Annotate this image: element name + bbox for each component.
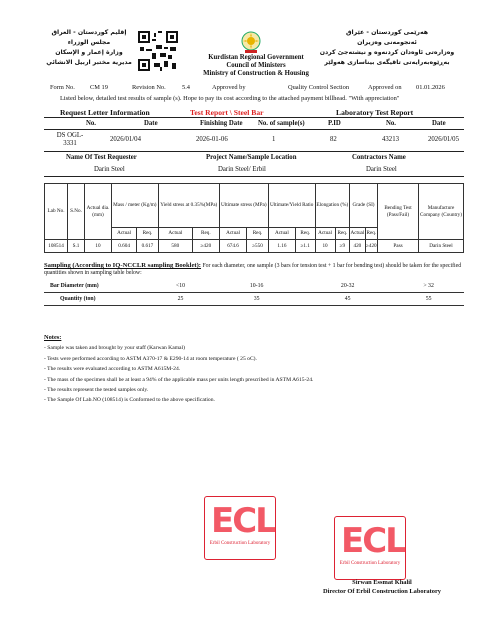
approved-by-label: Approved by <box>212 84 246 91</box>
kurdish-line: ئەنجومەنی وەزیران <box>357 39 417 46</box>
th-lab-no: Lab No. <box>45 184 68 240</box>
gov-line: Council of Ministers <box>226 62 286 69</box>
cell-ult-actual: 674.6 <box>219 240 246 253</box>
finishing-date: 2026-01-06 <box>196 136 228 143</box>
cell-sno: S.1 <box>68 240 85 253</box>
th-actual-dia: Actual dia.(mm) <box>85 184 112 240</box>
arabic-header <box>34 28 144 68</box>
request-no: DS OGL-3331 <box>56 132 84 147</box>
th-mass: Mass / meter (Kg/m) <box>112 184 159 228</box>
report-subtitle: Test Report \ Steel Bar <box>190 108 264 117</box>
cell-ult-req: ≥550 <box>247 240 269 253</box>
arabic-line: مجلس الوزراء <box>67 39 111 46</box>
sub-actual: Actual <box>350 228 366 240</box>
sub-actual: Actual <box>315 228 335 240</box>
divider <box>44 117 464 118</box>
requester-value: Darin Steel <box>94 166 125 173</box>
pid-value: 82 <box>330 136 337 143</box>
revision-label: Revision No. <box>132 84 166 91</box>
kurdish-header <box>312 28 462 68</box>
stamp-text: Erbil Construction Laboratory <box>209 541 271 546</box>
cell-grade-actual: 420 <box>350 240 366 253</box>
sample-count: 1 <box>272 136 276 143</box>
form-no-value: CM 19 <box>90 84 108 91</box>
sub-actual: Actual <box>112 228 137 240</box>
sampling-section <box>44 262 464 277</box>
col-pid: P.ID <box>328 120 341 127</box>
cell-mass-req: 0.617 <box>137 240 159 253</box>
cell-grade-req: ≥420 <box>365 240 377 253</box>
th-ultimate: Ultimate stress (MPa) <box>219 184 268 228</box>
sub-actual: Actual <box>268 228 295 240</box>
request-title: Request Letter Information <box>60 108 150 117</box>
cell-bending: Pass <box>378 240 419 253</box>
quantity-cell: 35 <box>211 293 302 306</box>
ecl-logo: ECL <box>211 501 275 541</box>
col-no: No. <box>86 120 97 127</box>
kurdish-line: هەرێمی کوردستان - عێراق <box>345 29 429 36</box>
th-bending: Bending Test (Pass/Fail) <box>378 184 419 240</box>
sub-req: Req. <box>192 228 219 240</box>
note-item: - The Sample Of Lab.NO (108514) is Conformed to the above specification. <box>44 397 215 404</box>
gov-line: Kurdistan Regional Government <box>208 54 304 61</box>
letterhead <box>0 28 480 83</box>
qr-code-icon <box>138 31 178 71</box>
note-item: - Tests were performed according to ASTM A370-17 & E290-14 at room temperature ( 25 oC). <box>44 355 257 362</box>
sampling-title: Sampling (According to IQ-NCCLR sampling Booklet): <box>44 262 201 269</box>
stamp-text: Erbil Construction Laboratory <box>339 561 401 566</box>
cell-yield-actual: 580 <box>158 240 192 253</box>
th-ratio: Ultimate/Yield Ratio <box>268 184 315 228</box>
quantity-cell: 45 <box>302 293 393 306</box>
diameter-cell: > 32 <box>393 280 464 293</box>
sub-req: Req. <box>137 228 159 240</box>
cell-elong-actual: 10 <box>315 240 335 253</box>
col-samples: No. of sample(s) <box>258 120 305 127</box>
cell-manufacturer: Darin Steel <box>419 240 464 253</box>
quantity-cell: 55 <box>393 293 464 306</box>
notes-title: Notes: <box>44 334 62 341</box>
lab-no-value: 43213 <box>382 136 399 143</box>
project-value: Darin Steel/ Erbil <box>218 166 266 173</box>
contractor-value: Darin Steel <box>366 166 397 173</box>
diameter-cell: 10-16 <box>211 280 302 293</box>
notes-section <box>44 333 464 406</box>
sampling-table <box>44 280 464 306</box>
note-item: - The results were evaluated according to ASTM A615M-24. <box>44 366 181 373</box>
cell-yield-req: ≥420 <box>192 240 219 253</box>
th-sno: S.No. <box>68 184 85 240</box>
krg-emblem-icon <box>238 30 264 54</box>
kurdish-line: وەزارەتی ئاوەدان کردنەوە و نیشتەجێ کردن <box>319 49 455 56</box>
arabic-line: مديرية مختبر اربيل الانشائي <box>46 59 132 66</box>
arabic-line: إقليم كوردستان - العراق <box>51 29 127 36</box>
signatory-name: Sirwan Essmat Khalil <box>352 579 412 586</box>
cell-ratio-req: ≥1.1 <box>295 240 315 253</box>
sub-req: Req. <box>365 228 377 240</box>
divider <box>44 176 464 177</box>
col-date2: Date <box>432 120 446 127</box>
col-project: Project Name/Sample Location <box>206 154 297 161</box>
th-grade: Grade (SI) <box>350 184 378 228</box>
th-manufacturer: Manufacture Company (Country) <box>419 184 464 240</box>
sub-req: Req. <box>247 228 269 240</box>
sub-actual: Actual <box>158 228 192 240</box>
table-row <box>44 280 464 293</box>
col-finishing-date: Finishing Date <box>200 120 243 127</box>
bar-diameter-label: Bar Diameter (mm) <box>44 280 150 293</box>
diameter-cell: <10 <box>150 280 211 293</box>
col-requester: Name Of Test Requester <box>66 154 137 161</box>
approved-on-label: Approved on <box>368 84 402 91</box>
quantity-cell: 25 <box>150 293 211 306</box>
th-yield: Yield stress at 0.35%(MPa) <box>158 184 219 228</box>
note-item: - The results represent the tested samples only. <box>44 387 149 394</box>
lab-title: Laboratory Test Report <box>336 108 414 117</box>
cell-ratio-actual: 1.16 <box>268 240 295 253</box>
cell-dia: 10 <box>85 240 112 253</box>
signature-block <box>322 578 442 596</box>
lab-stamp-left <box>204 496 276 560</box>
table-row <box>45 240 464 253</box>
results-table <box>44 183 464 253</box>
quantity-label: Quantity (ton) <box>44 293 150 306</box>
kurdish-line: بەڕێوەبەرایەتی تاقیگەی بیناسازی هەولێر <box>324 59 450 66</box>
sampling-text: For each diameter, one sample (3 bars for tension test + 1 bar for bending test) should be taken for the specified quantities shown in sampling table below: <box>44 263 462 276</box>
cell-lab-no: 108514 <box>45 240 68 253</box>
lab-stamp-right <box>334 516 406 580</box>
signatory-title: Director Of Erbil Construction Laboratory <box>323 588 441 595</box>
approved-by-value: Quality Control Section <box>288 84 350 91</box>
request-date: 2026/01/04 <box>110 136 141 143</box>
ecl-logo: ECL <box>341 521 405 561</box>
th-elongation: Elongation (%) <box>315 184 350 228</box>
gov-line: Ministry of Construction & Housing <box>203 70 309 77</box>
cell-mass-actual: 0.604 <box>112 240 137 253</box>
table-row <box>44 293 464 306</box>
approved-on-value: 01.01.2026 <box>416 84 445 91</box>
diameter-cell: 20-32 <box>302 280 393 293</box>
note-item: - The mass of the specimen shall be at least a 94% of the applicable mass per units length prescribed in ASTM A615-24. <box>44 376 314 383</box>
divider <box>44 151 464 152</box>
col-contractor: Contractors Name <box>352 154 406 161</box>
form-no-label: Form No. <box>50 84 75 91</box>
intro-text: Listed below, detailed test results of sample (s). Hope to pay its cost according to the attached payment billhead. "With appreciation" <box>60 95 400 102</box>
sub-actual: Actual <box>219 228 246 240</box>
lab-date-value: 2026/01/05 <box>428 136 459 143</box>
col-no2: No. <box>386 120 397 127</box>
arabic-line: وزارة إعمار و الإسكان <box>55 49 123 56</box>
government-title <box>186 54 326 78</box>
note-item: - Sample was taken and brought by your staff (Karwan Kamal) <box>44 345 185 352</box>
cell-elong-req: ≥9 <box>335 240 349 253</box>
sub-req: Req. <box>295 228 315 240</box>
sub-req: Req. <box>335 228 349 240</box>
revision-value: 5.4 <box>182 84 190 91</box>
divider <box>44 129 464 130</box>
col-date: Date <box>144 120 158 127</box>
